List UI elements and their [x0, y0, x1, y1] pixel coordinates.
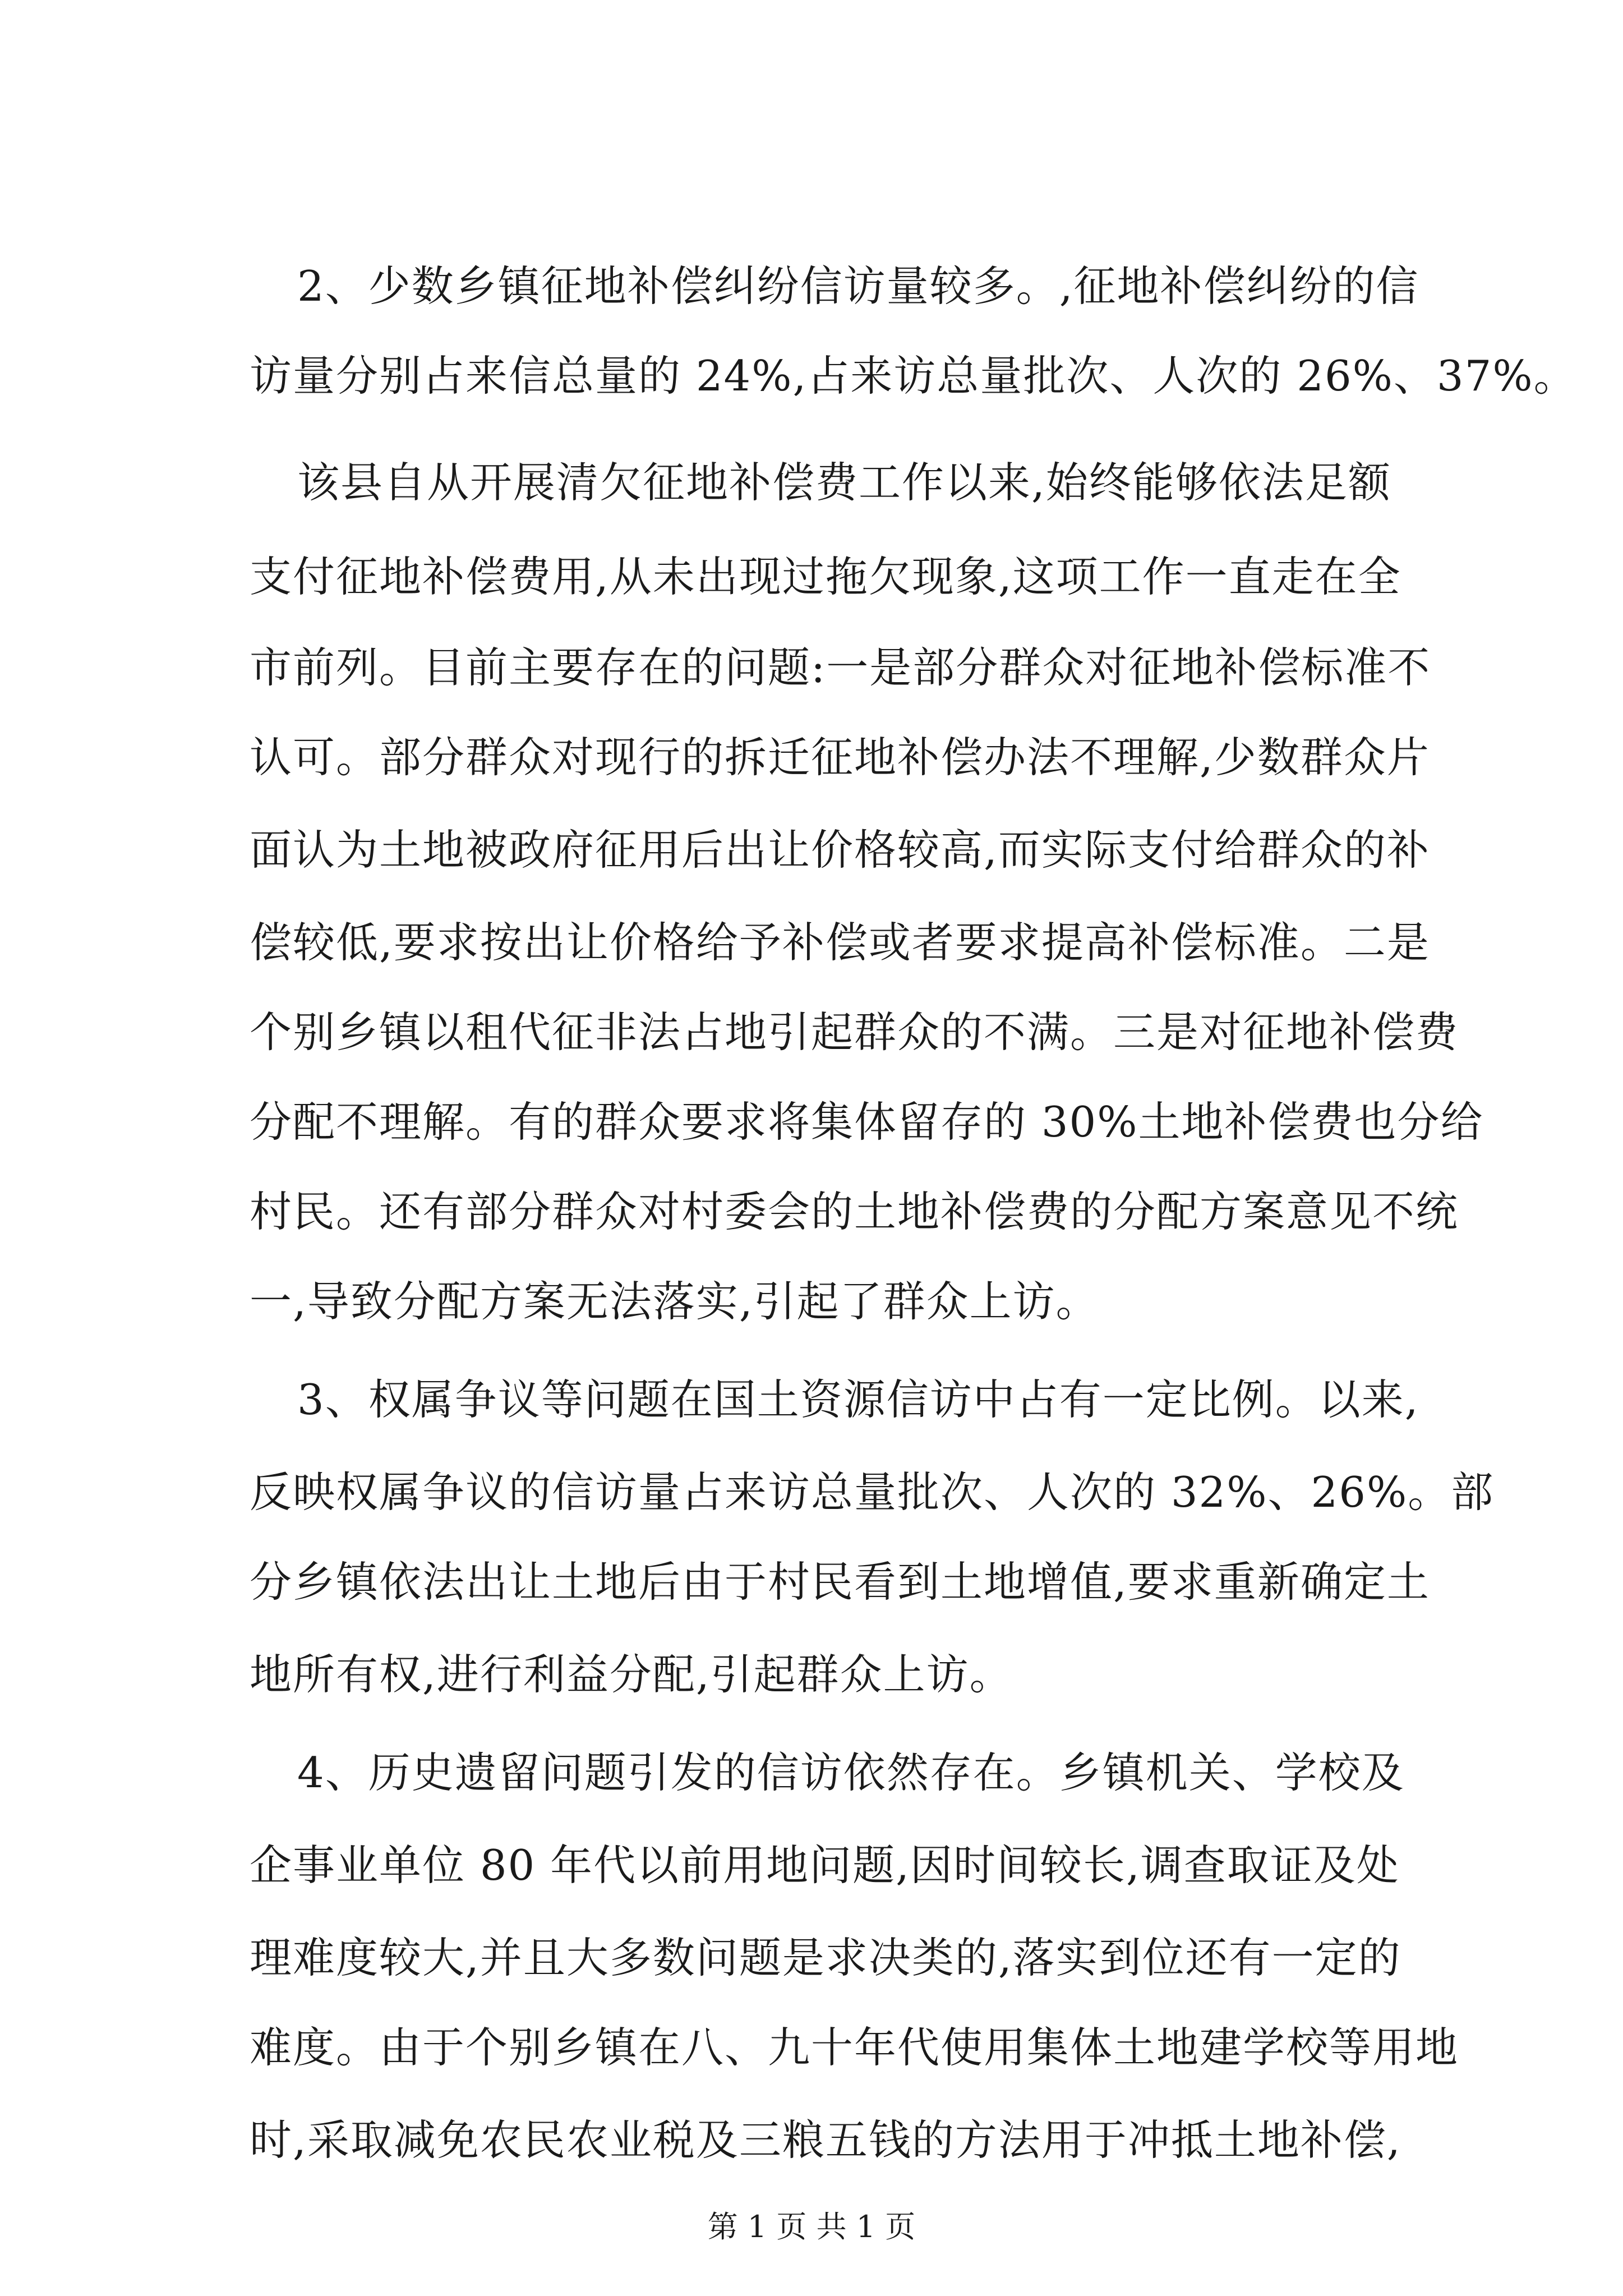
- text-line: 难度。由于个别乡镇在八、九十年代使用集体土地建学校等用地: [250, 2023, 1459, 2072]
- text-line: 一,导致分配方案无法落实,引起了群众上访。: [250, 1277, 1099, 1326]
- text-line: 3、权属争议等问题在国土资源信访中占有一定比例。以来,: [297, 1375, 1419, 1424]
- text-line: 企事业单位 80 年代以前用地问题,因时间较长,调查取证及处: [250, 1841, 1400, 1890]
- text-line: 支付征地补偿费用,从未出现过拖欠现象,这项工作一直走在全: [250, 552, 1401, 601]
- text-line: 面认为土地被政府征用后出让价格较高,而实际支付给群众的补: [250, 825, 1430, 875]
- text-line: 市前列。目前主要存在的问题:一是部分群众对征地补偿标准不: [250, 643, 1431, 692]
- text-line: 2、少数乡镇征地补偿纠纷信访量较多。,征地补偿纠纷的信: [297, 261, 1419, 311]
- page-number-footer: 第 1 页 共 1 页: [707, 2209, 916, 2244]
- text-line: 地所有权,进行利益分配,引起群众上访。: [250, 1650, 1013, 1699]
- text-line: 分乡镇依法出让土地后由于村民看到土地增值,要求重新确定土: [250, 1557, 1430, 1607]
- text-line: 理难度较大,并且大多数问题是求决类的,落实到位还有一定的: [250, 1933, 1401, 1982]
- text-line: 个别乡镇以租代征非法占地引起群众的不满。三是对征地补偿费: [250, 1007, 1459, 1057]
- text-line: 4、历史遗留问题引发的信访依然存在。乡镇机关、学校及: [297, 1748, 1405, 1797]
- text-line: 时,采取减免农民农业税及三粮五钱的方法用于冲抵土地补偿,: [250, 2115, 1401, 2165]
- text-line: 访量分别占来信总量的 24%,占来访总量批次、人次的 26%、37%。: [250, 351, 1577, 401]
- text-line: 村民。还有部分群众对村委会的土地补偿费的分配方案意见不统: [250, 1187, 1459, 1236]
- text-line: 认可。部分群众对现行的拆迁征地补偿办法不理解,少数群众片: [250, 733, 1430, 782]
- text-line: 该县自从开展清欠征地补偿费工作以来,始终能够依法足额: [297, 458, 1391, 507]
- text-line: 分配不理解。有的群众要求将集体留存的 30%土地补偿费也分给: [250, 1097, 1484, 1147]
- text-line: 偿较低,要求按出让价格给予补偿或者要求提高补偿标准。二是: [250, 918, 1430, 967]
- text-line: 反映权属争议的信访量占来访总量批次、人次的 32%、26%。部: [250, 1467, 1495, 1517]
